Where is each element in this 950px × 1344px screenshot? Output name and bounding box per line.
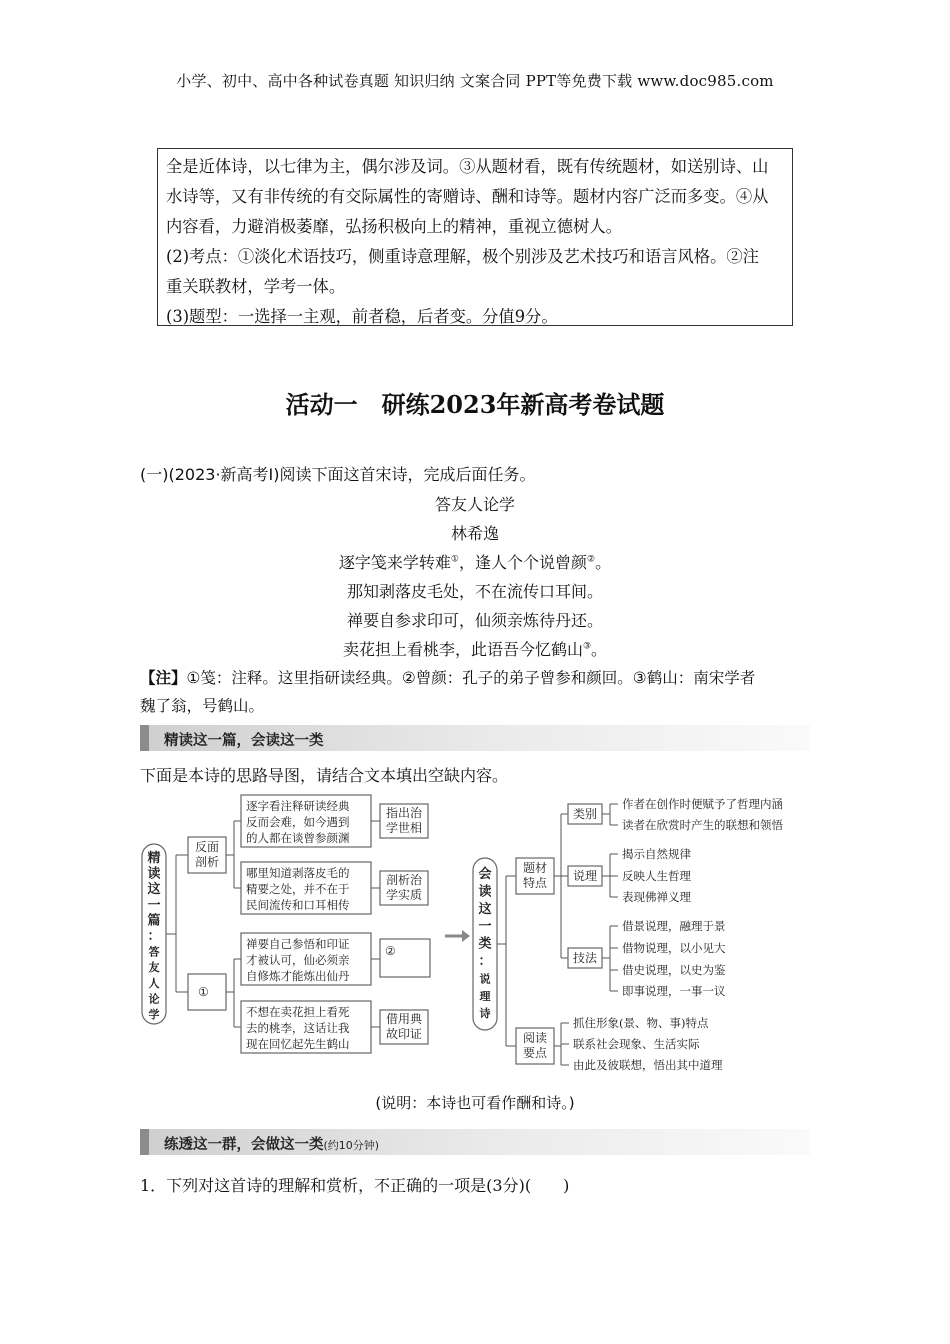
- yuedu-label: 阅读要点: [522, 1031, 548, 1060]
- note-line: [140, 664, 812, 692]
- mindmap-tag-text: 指出治: [385, 806, 423, 820]
- left-title-char: 答: [148, 945, 160, 959]
- left-title-char: 精: [147, 851, 161, 866]
- left-title-char: 这: [147, 882, 161, 898]
- page-header: 小学、初中、高中各种试卷真题 知识归纳 文案合同 PPT等免费下载 www.doc985.com: [176, 72, 774, 90]
- box-line: (2)考点：①淡化术语技巧，侧重诗意理解，极个别涉及艺术技巧和语言风格。②注: [166, 247, 759, 266]
- question-1: 1．下列对这首诗的理解和赏析，不正确的一项是(3分)( ): [140, 1176, 570, 1195]
- fanmian-label: 反面剖析: [194, 840, 220, 869]
- mindmap-leaf-text: 借史说理，以史为鉴: [622, 963, 726, 977]
- mindmap-item-text: 禅要自己参悟和印证: [246, 937, 350, 951]
- box-line: 全是近体诗，以七律为主，偶尔涉及词。③从题材看，既有传统题材，如送别诗、山: [166, 157, 769, 176]
- mindmap-leaf-text: 读者在欣赏时产生的联想和领悟: [622, 818, 783, 832]
- note-label: 【注】: [140, 669, 187, 687]
- poem-line-4: [0, 637, 950, 660]
- mindmap-item-text: 自修炼才能炼出仙丹: [246, 969, 350, 983]
- mindmap-leaf-text: 抓住形象(景、物、事)特点: [573, 1016, 709, 1030]
- left-title-char: 学: [148, 1008, 160, 1021]
- banner-sub: (约10分钟): [323, 1139, 380, 1152]
- right-title-char: 说: [479, 972, 491, 986]
- section-banner-read: [140, 725, 810, 751]
- poem-title: 答友人论学: [434, 495, 515, 514]
- mindmap-item-text: 反而会难，如今遇到: [246, 815, 350, 829]
- mindmap-leaf-text: 反映人生哲理: [622, 869, 691, 883]
- leibie-label: 类别: [572, 807, 598, 821]
- mindmap-tag-text: 故印证: [385, 1027, 423, 1041]
- mindmap-item-text: 逐字看注释研读经典: [246, 799, 350, 813]
- poem-text: 卖花担上看桃李，此语吾今忆鹤山: [342, 640, 583, 659]
- mindmap-item-text: 的人都在谈曾参颜渊: [246, 831, 350, 845]
- footnote-mark: ③: [582, 641, 592, 652]
- mindmap-caption: (说明：本诗也可看作酬和诗。): [375, 1094, 575, 1112]
- poem-notes: [140, 664, 812, 720]
- banner-title: [164, 1133, 379, 1154]
- left-title-char: 一: [147, 897, 161, 913]
- summary-box: [157, 148, 793, 326]
- right-title-char: ：: [478, 954, 492, 969]
- banner-title: 精读这一篇，会读这一类: [164, 733, 324, 749]
- poem-text: 。: [595, 553, 612, 572]
- right-title-char: 一: [478, 919, 492, 935]
- mindmap-leaf-text: 表现佛禅义理: [622, 890, 691, 904]
- mind-map: [140, 792, 812, 1082]
- mindmap-item-text: 民间流传和口耳相传: [246, 898, 350, 912]
- section-banner-practice: [140, 1129, 810, 1155]
- poem-line-3: 禅要自参求印可，仙须亲炼待丹还。: [346, 611, 603, 630]
- right-title-char: 类: [478, 936, 492, 952]
- footnote-mark: ①: [450, 554, 459, 565]
- mindmap-item-text: 现在回忆起先生鹤山: [246, 1037, 350, 1051]
- mindmap-item-text: 哪里知道剥落皮毛的: [246, 866, 350, 880]
- left-title-char: ：: [147, 929, 161, 944]
- footnote-mark: ②: [587, 554, 596, 565]
- note-line: 魏了翁，号鹤山。: [140, 697, 265, 715]
- note-text: ①笺：注释。这里指研读经典。②曾颜：孔子的弟子曾参和颜回。③鹤山：南宋学者: [186, 669, 756, 687]
- mindmap-leaf-text: 联系社会现象、生活实际: [573, 1037, 700, 1051]
- shuoli-label: 说理: [572, 869, 598, 883]
- poem-text: 逐字笺来学转难: [338, 553, 451, 572]
- poem-text: 。: [591, 640, 608, 659]
- right-title-char: 这: [478, 901, 492, 917]
- left-title-char: 友: [148, 961, 160, 975]
- banner-main: 练透这一群，会做这一类: [164, 1137, 324, 1153]
- blank-2-label: ②: [385, 944, 396, 958]
- mindmap-leaf-text: 作者在创作时便赋予了哲理内涵: [622, 797, 783, 811]
- mindmap-item-text: 不想在卖花担上看死: [246, 1005, 350, 1019]
- mindmap-leaf-text: 借物说理，以小见大: [622, 941, 726, 955]
- poem-line-1: [0, 550, 950, 573]
- mindmap-item-text: 去的桃李，这话让我: [246, 1021, 350, 1035]
- mindmap-tag-text: 学实质: [385, 888, 423, 902]
- blank-1-label: ①: [198, 985, 209, 999]
- mindmap-tag-text: 学世相: [385, 821, 423, 835]
- mindmap-tag-text: 借用典: [385, 1012, 423, 1026]
- mindmap-leaf-text: 即事说理，一事一议: [622, 984, 726, 998]
- poem-line-2: 那知剥落皮毛处，不在流传口耳间。: [346, 582, 603, 601]
- jifa-label: 技法: [572, 951, 598, 965]
- poem-text: ，逢人个个说曾颜: [458, 553, 587, 572]
- question-intro: (一)(2023·新高考Ⅰ)阅读下面这首宋诗，完成后面任务。: [140, 465, 536, 484]
- mindmap-item-text: 才被认可，仙必须亲: [246, 953, 350, 967]
- banner-accent: [140, 1129, 149, 1155]
- ticai-label: 题材特点: [522, 861, 548, 890]
- mindmap-leaf-text: 由此及彼联想，悟出其中道理: [573, 1058, 723, 1072]
- right-title-char: 会: [478, 867, 492, 882]
- banner-accent: [140, 725, 149, 751]
- mindmap-prompt: 下面是本诗的思路导图，请结合文本填出空缺内容。: [140, 766, 509, 785]
- box-line: 重关联教材，学考一体。: [166, 277, 346, 296]
- box-line: 内容看，力避消极萎靡，弘扬积极向上的精神，重视立德树人。: [166, 217, 622, 236]
- left-title-char: 读: [147, 866, 161, 882]
- mindmap-leaf-text: 揭示自然规律: [622, 847, 691, 861]
- left-title-char: 篇: [147, 913, 161, 929]
- box-line: 水诗等，又有非传统的有交际属性的寄赠诗、酬和诗等。题材内容广泛而多变。④从: [166, 187, 769, 206]
- mindmap-tag-text: 剖析治: [385, 873, 423, 887]
- box-line: (3)题型：一选择一主观，前者稳，后者变。分值9分。: [166, 307, 558, 326]
- mindmap-item-text: 精要之处，并不在于: [246, 882, 350, 896]
- right-title-char: 诗: [479, 1007, 491, 1021]
- right-title-char: 理: [479, 989, 491, 1003]
- mindmap-leaf-text: 借景说理，融理于景: [622, 919, 726, 933]
- left-title-char: 人: [148, 976, 160, 990]
- left-title-char: 论: [148, 992, 160, 1006]
- right-title-char: 读: [478, 884, 492, 900]
- activity-title: 活动一 研练2023年新高考卷试题: [285, 390, 665, 419]
- poem-author: 林希逸: [450, 524, 499, 543]
